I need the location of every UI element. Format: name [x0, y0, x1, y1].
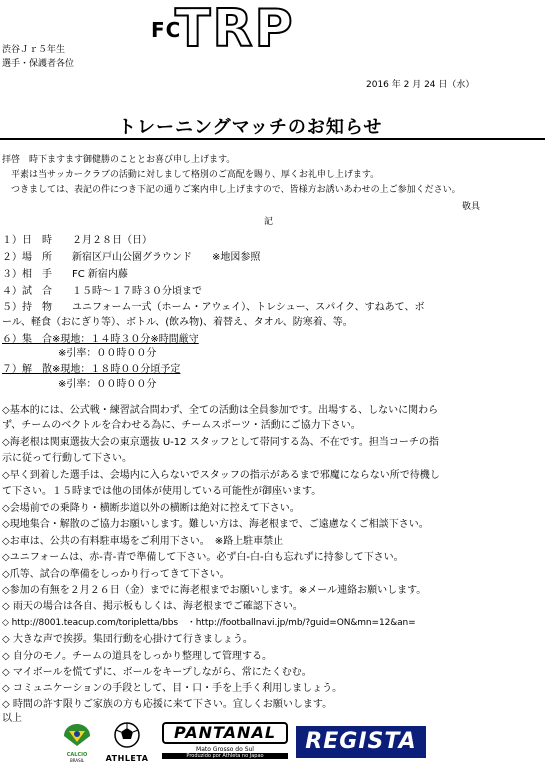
title-underline — [0, 138, 545, 140]
greeting-line: つきましては、表記の件につき下記の通りご案内申し上げますので、皆様方お誘いあわせの上ご参加ください。 — [2, 185, 461, 195]
note-line: ず、チームのベクトルを合わせる為に、チームスポーツ・活動にご協力下さい。 — [2, 420, 361, 431]
detail-date: １）日 時 ２月２８日（日） — [2, 235, 152, 246]
pantanal-sub1: Mato Grosso do Sul — [196, 746, 254, 753]
note-line: ◇現地集合・解散のご協力お願いします。難しい方は、海老根まで、ご遠慮なくご相談下さい。 — [2, 519, 429, 530]
gather-text: ※現地：１４時３０分※時間厳守 — [52, 334, 199, 345]
pantanal-logo — [162, 722, 288, 760]
pantanal-sub2: Produzido por Athleta no Japao — [162, 753, 288, 759]
ki: 記 — [264, 217, 274, 227]
calcio-brasil-logo — [60, 722, 94, 763]
addressee-line2: 選手・保護者各位 — [2, 59, 75, 69]
note-line: ◇海老根は関東選抜大会の東京選抜 U-12 スタッフとして帯同する為、不在です。担当コーチの指 — [2, 437, 439, 448]
note-line: ◇ユニフォームは、赤-青-青で準備して下さい。必ず白-白-白も忘れずに持参して下さい。 — [2, 552, 404, 563]
athleta-logo — [98, 720, 156, 763]
logo-trp: TRP — [175, 0, 295, 59]
note-line: ◇ マイボールを慌てずに、ボールをキープしながら、常にたくむむ。 — [2, 667, 312, 678]
athleta-text: ATHLETA — [105, 754, 149, 763]
calcio-emblem-icon — [60, 722, 94, 748]
logo-fc: FC — [151, 18, 182, 42]
note-line-links: ◇ http://8001.teacup.com/toripletta/bbs ・http://footballnavi.jp/mb/?guid=ON&mn=12&an= — [2, 618, 416, 628]
note-line: ◇早く到着した選手は、会場内に入らないでスタッフの指示があるまで邪魔にならない所で待機し — [2, 470, 440, 481]
note-line: ◇会場前での乗降り・横断歩道以外の横断は絶対に控えて下さい。 — [2, 503, 300, 514]
note-line: ◇ 雨天の場合は各自、掲示板もしくは、海老根までご確認下さい。 — [2, 601, 303, 612]
greeting-line: 拝啓 時下ますます御健勝のこととお喜び申し上げます。 — [2, 155, 236, 165]
note-line: 示に従って行動して下さい。 — [2, 453, 132, 464]
dismiss-label: ７）解 散 — [2, 364, 52, 375]
calcio-text: CALCIO — [66, 752, 88, 758]
detail-place: ２）場 所 新宿区戸山公園グラウンド ※地図参照 — [2, 252, 261, 263]
detail-match: ４）試 合 １５時～１７時３０分頃まで — [2, 286, 202, 297]
addressee-line1: 渋谷Ｊｒ５年生 — [2, 45, 66, 55]
greeting-line: 平素は当サッカークラブの活動に対しまして格別のご高配を賜り、厚くお礼申し上げます。 — [2, 170, 380, 180]
gather-line — [2, 333, 199, 346]
note-line: ◇爪等、試合の準備をしっかり行ってきて下さい。 — [2, 569, 230, 580]
detail-belongings-cont: ール、軽食（おにぎり等）、ボトル、(飲み物)、着替え、タオル、防寒着、等。 — [2, 317, 353, 328]
dismiss-line — [2, 363, 180, 376]
note-line: ◇お車は、公共の有料駐車場をご利用下さい。 ※路上駐車禁止 — [2, 536, 284, 547]
note-line: ◇ 自分のモノ。チームの道具をしっかり整理して管理する。 — [2, 651, 272, 662]
dismiss-sub: ※引率：００時００分 — [58, 379, 157, 390]
regista-text: REGISTA — [305, 729, 417, 754]
note-line: て下さい。１５時までは他の団体が使用している可能性が御座います。 — [2, 486, 322, 497]
gather-label: ６）集 合 — [2, 334, 52, 345]
pantanal-text: PANTANAL — [162, 722, 288, 744]
note-line: ◇ 時間の許す限りご家族の方も応援に来て下さい。宜しくお願いします。 — [2, 699, 333, 710]
detail-belongings: ５）持 物 ユニフォーム一式（ホーム・アウェイ）、トレシュー、スパイク、すねあて、ボ — [2, 302, 425, 313]
note-line: ◇参加の有無を２月２６日（金）までに海老根までお願いします。※メール連絡お願いします。 — [2, 585, 427, 596]
athleta-ball-icon — [98, 720, 156, 750]
dismiss-text: ※現地：１８時００分頃予定 — [52, 364, 181, 375]
note-line: ◇ 大きな声で挨拶。集団行動を心掛けて行きましょう。 — [2, 634, 253, 645]
keigu: 敬具 — [462, 202, 481, 212]
gather-sub: ※引率：００時００分 — [58, 348, 157, 359]
note-line: ◇ コミュニケーションの手段として、目・口・手を上手く利用しましょう。 — [2, 683, 343, 694]
page-title: トレーニングマッチのお知らせ — [118, 117, 383, 138]
closing: 以上 — [2, 713, 22, 724]
calcio-sub-text: BRASIL — [69, 758, 85, 763]
regista-logo — [296, 726, 426, 758]
detail-opponent: ３）相 手 FC 新宿内藤 — [2, 269, 128, 280]
note-line: ◇基本的には、公式戦・練習試合問わず、全ての活動は全員参加です。出場する、しないに関わら — [2, 405, 439, 416]
date: 2016 年 2 月 24 日（水） — [366, 80, 475, 90]
